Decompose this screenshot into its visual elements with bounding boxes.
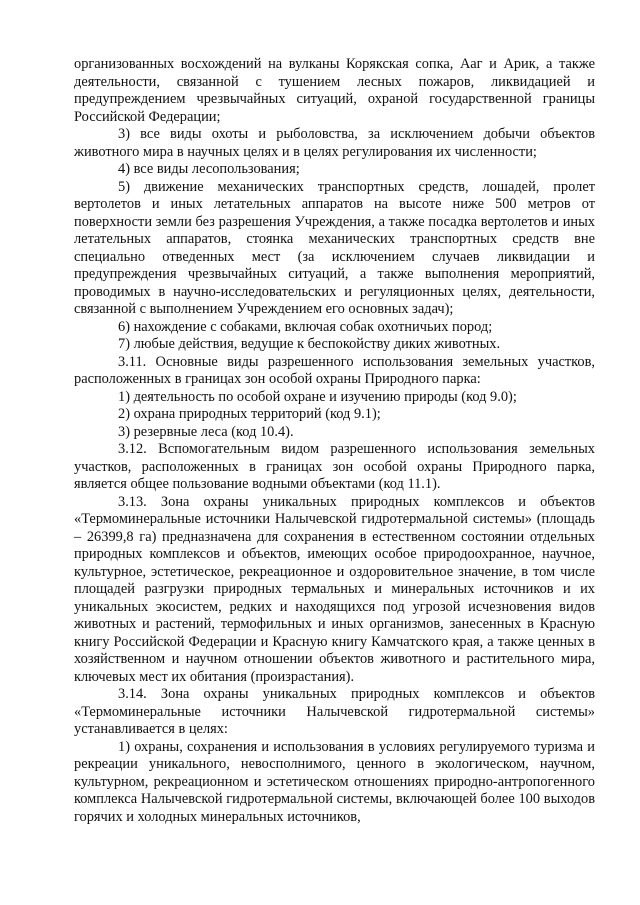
paragraph-item-5: 5) движение механических транспортных средств, лошадей, пролет вертолетов и иных летательных аппаратов на высоте ниже 500 метров от поверхности земли без разрешения Учреждения, а также посадка вертолетов и иных летательных аппаратов, стоянка механических транспортных средств вне специально отведенных мест (за исключением случаев ликвидации и предупреждения чрезвычайных ситуаций, а также выполнения мероприятий, проводимых в научно-исследовательских и регуляционных целях, деятельности, связанной с выполнением Учреждением его основных задач); xyxy=(74,178,595,317)
paragraph-item-6: 6) нахождение с собаками, включая собак охотничьих пород; xyxy=(118,318,493,335)
paragraph-3-11-item-1: 1) деятельность по особой охране и изучению природы (код 9.0); xyxy=(118,388,517,405)
paragraph-3-11-item-3: 3) резервные леса (код 10.4). xyxy=(118,423,294,440)
paragraph-item-4: 4) все виды лесопользования; xyxy=(118,161,300,177)
paragraph-section-3-12: 3.12. Вспомогательным видом разрешенного использования земельных участков, расположенных в границах зон особой охраны Природного парка, является общее пользование водными объектами (код 11.1). xyxy=(74,441,595,492)
paragraph-section-3-11: 3.11. Основные виды разрешенного использования земельных участков, расположенных в границах зон особой охраны Природного парка: xyxy=(74,353,595,387)
paragraph-section-3-14: 3.14. Зона охраны уникальных природных комплексов и объектов «Термоминеральные источники Налычевской гидротермальной системы» устанавливается в целях: xyxy=(74,686,595,737)
paragraph-section-3-13: 3.13. Зона охраны уникальных природных комплексов и объектов «Термоминеральные источники Налычевской гидротермальной системы» (площадь – 26399,8 га) предназначена для сохранения в естественном состоянии отдельных природных комплексов и объектов, имеющих особое природоохранное, научное, культурное, эстетическое, рекреационное и оздоровительное значение, в том числе площадей разгрузки природных термальных и минеральных источников и их уникальных экосистем, редких и находящихся под угрозой исчезновения видов животных и растений, термофильных и иных организмов, занесенных в Красную книгу Российской Федерации и Красную книгу Камчатского края, а также ценных в хозяйственном и научном отношении объектов животного и растительного мира, ключевых мест их обитания (произрастания). xyxy=(74,493,595,685)
paragraph-item-3: 3) все виды охоты и рыболовства, за исключением добычи объектов животного мира в научных целях и в целях регулирования их численности; xyxy=(74,126,595,160)
paragraph-3-11-item-2: 2) охрана природных территорий (код 9.1); xyxy=(118,406,381,422)
paragraph-continuation: организованных восхождений на вулканы Корякская сопка, Ааг и Арик, а также деятельности, связанной с тушением лесных пожаров, ликвидацией и предупреждением чрезвычайных ситуаций, охраной государственной границы Российской Федерации; xyxy=(74,56,595,125)
paragraph-3-14-item-1: 1) охраны, сохранения и использования в условиях регулируемого туризма и рекреации уникального, невосполнимого, ценного в экологическом, научном, культурном, рекреационном и эстетическом отношениях природно-антропогенного комплекса Налычевской гидротермальной системы, включающей более 100 выходов горячих и холодных минеральных источников, xyxy=(74,738,595,825)
paragraph-item-7: 7) любые действия, ведущие к беспокойству диких животных. xyxy=(118,336,501,352)
